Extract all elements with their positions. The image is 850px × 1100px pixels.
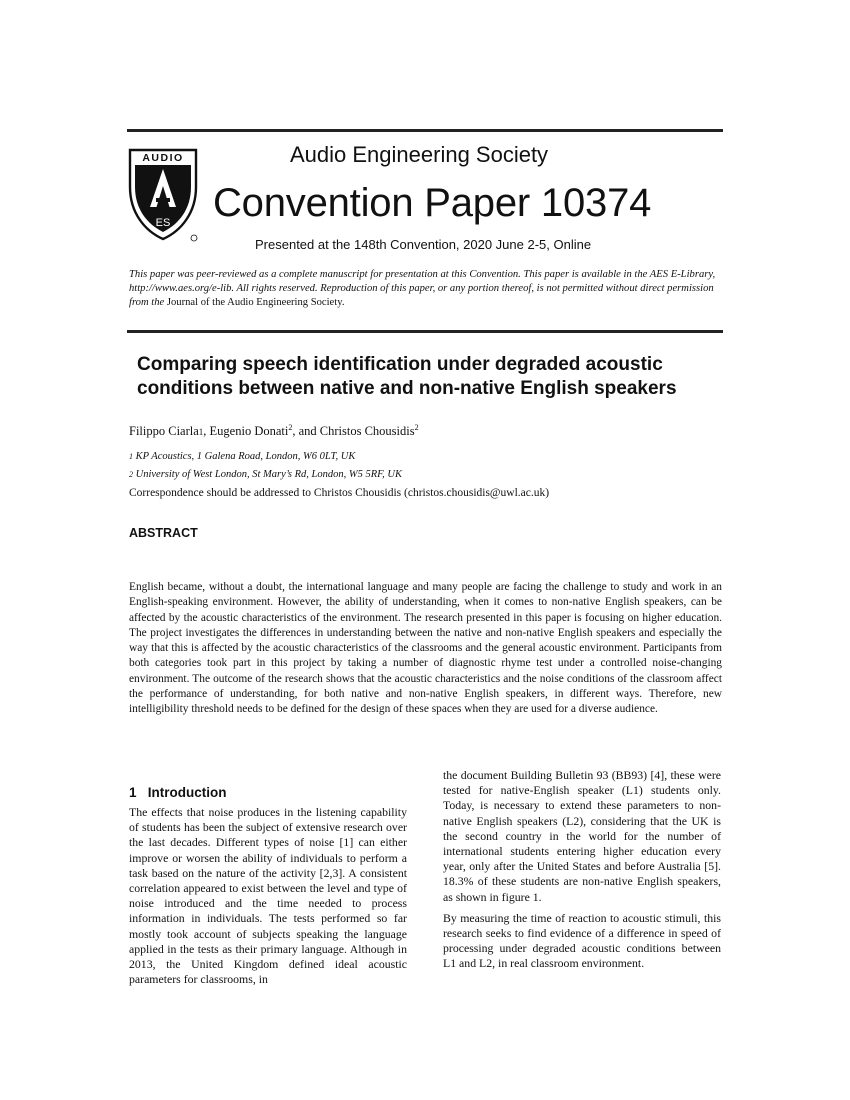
affiliation-text: University of West London, St Mary’s Rd, London, W5 5RF, UK bbox=[133, 469, 403, 480]
author-name: , Eugenio Donati bbox=[203, 424, 289, 438]
notice-journal-name: Journal of the Audio Engineering Society. bbox=[166, 297, 345, 308]
author-name: , and Christos Chousidis bbox=[292, 424, 415, 438]
author-affiliation-mark: 1 bbox=[198, 427, 204, 437]
bottom-rule bbox=[127, 330, 723, 333]
intro-paragraph: the document Building Bulletin 93 (BB93) [4], these were tested for native-English speaker (L1) students only. Today, is necessary to extend these parameters to non-native English speakers (L2), considering that the UK is the second country in the world for the number of international students entering higher education every year, only after the United States and before Australia [5]. 18.3% of these students are non-native English speakers, as shown in figure 1. bbox=[443, 768, 721, 904]
author-affiliation-mark: 2 bbox=[288, 422, 293, 432]
aes-logo bbox=[127, 147, 199, 243]
affiliation-mark: 1 bbox=[129, 452, 133, 461]
affiliation-text: KP Acoustics, 1 Galena Road, London, W6 0LT, UK bbox=[133, 451, 356, 462]
logo-audio-text: AUDIO bbox=[142, 152, 184, 164]
affiliation-1 bbox=[129, 451, 355, 462]
society-name: Audio Engineering Society bbox=[290, 142, 549, 167]
convention-paper-number: Convention Paper 10374 bbox=[213, 181, 652, 225]
abstract-text: English became, without a doubt, the international language and many people are facing the challenge to study and work in an English-speaking environment. However, the ability of understanding, when it comes to non-native English speakers, can be affected by the acoustic characteristics of the environment. The research presented in this paper is focusing on higher education. The project investigates the differences in understanding between the native and non-native English speakers and especially the way that this is affected by the acoustic characteristics of the classrooms and the general acoustic environment. Participants from both categories took part in this project by taking a number of diagnostic rhyme test under a controlled noise-changing environment. The outcome of the research shows that the acoustic characteristics and the noise conditions of the classroom affect the performance of understanding, for both native and non-native English speakers, in different ways. Therefore, new intelligibility threshold needs to be defined for the design of these spaces when they are used for a diverse audience. bbox=[129, 581, 722, 716]
abstract-heading: ABSTRACT bbox=[129, 526, 198, 540]
presented-line: Presented at the 148th Convention, 2020 June 2-5, Online bbox=[255, 237, 592, 252]
correspondence-line: Correspondence should be addressed to Christos Chousidis (christos.chousidis@uwl.ac.uk) bbox=[129, 487, 550, 499]
author-list bbox=[129, 424, 419, 439]
copyright-notice bbox=[129, 268, 723, 310]
section-heading-introduction: 1 Introduction bbox=[129, 785, 227, 800]
notice-text: This paper was peer-reviewed as a complete manuscript for presentation at this Convention. This paper is available in the AES E-Library, http://www.aes.org/e-lib. All rights reserved. Reproduction of this paper, or any portion thereof, is not permitted without direct permission from the bbox=[129, 269, 716, 308]
intro-column-left bbox=[129, 805, 407, 993]
author-name: Filippo Ciarla bbox=[129, 424, 199, 438]
intro-column-right bbox=[443, 768, 721, 978]
paper-title: Comparing speech identification under degraded acoustic conditions between native and non-native English speakers bbox=[137, 354, 677, 399]
affiliation-mark: 2 bbox=[129, 470, 133, 479]
intro-paragraph: The effects that noise produces in the listening capability of students has been the subject of extensive research over the last decades. Different types of noise [1] can either improve or worsen the ability of individuals to perform a task based on the nature of the activity [2,3]. A consistent correlation appeared to exist between the level and type of noise introduced and the time needed to process information in individuals. The tests performed so far mostly took account of subjects speaking the language applied in the tests as their primary language. Although in 2013, the United Kingdom defined ideal acoustic parameters for classrooms, in bbox=[129, 805, 407, 987]
top-rule bbox=[127, 129, 723, 132]
logo-es-text: ES bbox=[155, 217, 171, 229]
author-affiliation-mark: 2 bbox=[414, 422, 419, 432]
affiliation-2 bbox=[129, 469, 402, 480]
intro-paragraph: By measuring the time of reaction to acoustic stimuli, this research seeks to find evidence of a difference in speed of processing under degraded acoustic conditions between L1 and L2, in real classroom environment. bbox=[443, 910, 721, 971]
